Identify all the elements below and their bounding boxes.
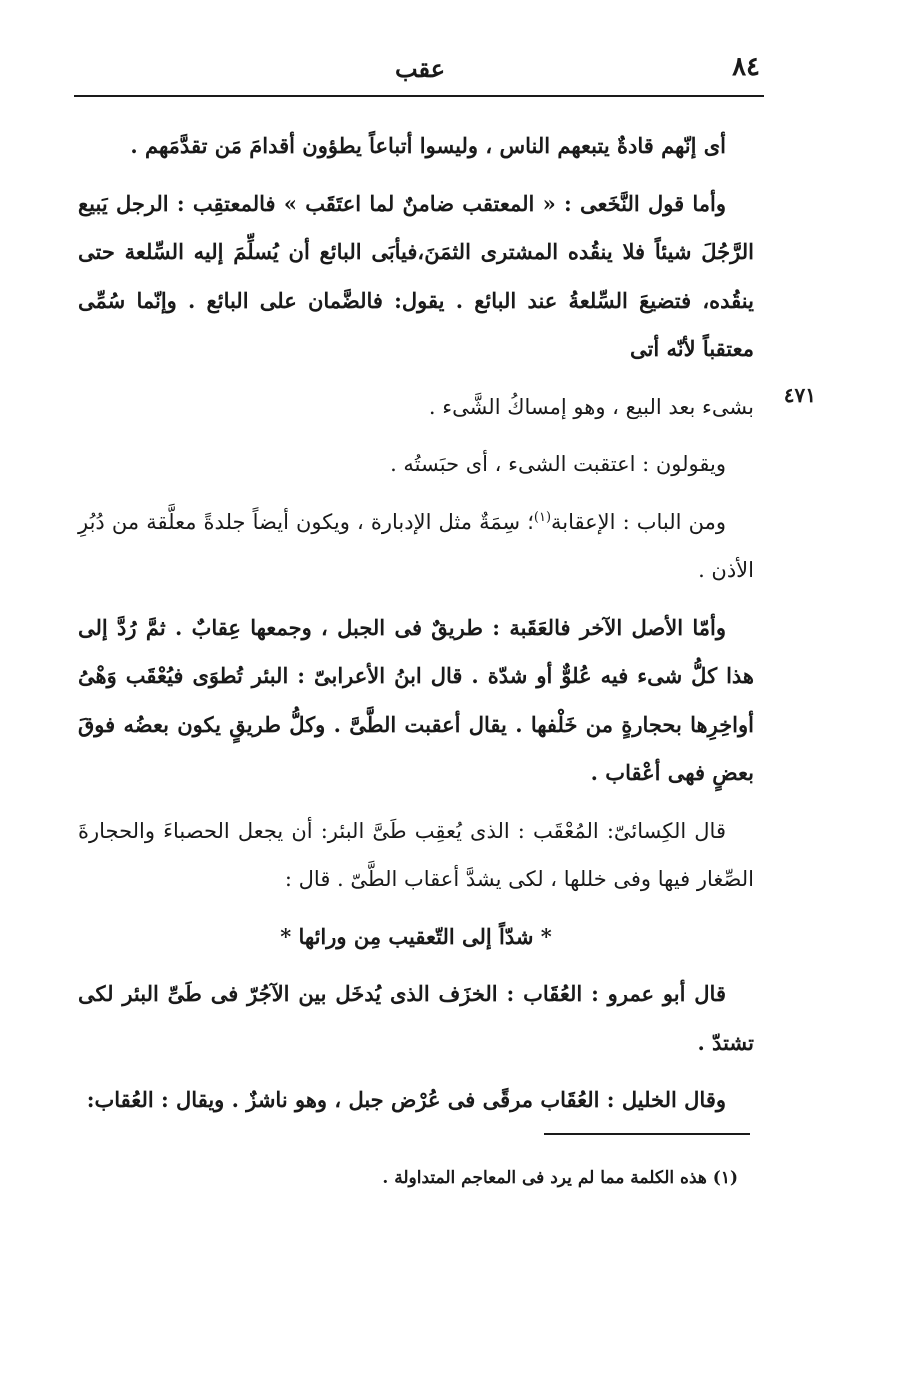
paragraph-8: قال أبو عمرو : العُقَاب : الخزَف الذى يُدخَل بين الآجُرّ فى طَىِّ البئر لكى تشتدّ . [78,981,754,1055]
paragraph-7: قال الكِسائىّ: المُعْقَب : الذى يُعقِب طَىَّ البئر: أن يجعل الحصباءَ والحجارةَ الصِّغار فيها وفى خللها ، لكى يشدَّ أعقاب الطَّىّ . قال : [78,818,754,891]
footnote-rule [544,1133,750,1135]
paragraph-4: ويقولون : اعتقبت الشىء ، أى حبَستُه . [390,452,726,476]
page-header [80,52,760,92]
paragraph-2: وأما قول النَّخَعى : « المعتقب ضامنٌ لما اعتَقَب » فالمعتقِب : الرجل يَبيع الرَّجُلَ شيئاً فلا ينقُده المشترى الثمَنَ،فيأبَى البائع أن يُسلِّمَ إليه السِّلعة حتى ينقُده، فتضيعَ السِّلعةُ عند البائع . يقول: فالضَّمان على البائع . وإنّما سُمِّى معتقباً لأنّه أتى [78,190,754,361]
paragraph-5-start: ومن الباب : الإعقابة [551,509,726,534]
running-head: عقب [394,54,446,83]
page-body [78,122,816,1134]
footnote: (١) هذه الكلمة مما لم يرد فى المعاجم المتداولة . [382,1168,738,1188]
paragraph-9: وقال الخليل : العُقَاب مرقًى فى عُرْض جبل ، وهو ناشزٌ . ويقال : العُقاب: [86,1087,726,1112]
paragraph-5-rest: ؛ سِمَةٌ مثل الإدبارة ، ويكون أيضاً جلدةً معلَّقة من دُبُرِ الأذن . [78,509,754,582]
paragraph-5 [78,498,754,595]
verse-line: * شدّاً إلى التّعقيب مِن ورائها * [280,923,552,949]
footnote-reference: (١) [533,509,552,525]
paragraph-3: بشىء بعد البيع ، وهو إمساكُ الشَّىء . [428,394,754,419]
page-number: ٨٤ [732,52,760,82]
header-rule [74,95,764,97]
paragraph-1: أى إنّهم قادةٌ يتبعهم الناس ، وليسوا أتباعاً يطؤون أقدامَ مَن تقدَّمَهم . [130,133,726,158]
margin-marker-line [78,382,816,432]
margin-number: ٤٧١ [783,382,816,407]
paragraph-6: وأمّا الأصل الآخر فالعَقَبة : طريقٌ فى الجبل ، وجمعها عِقابٌ . ثمَّ رُدَّ إلى هذا كلُّ شىء فيه عُلوٌّ أو شدّة . قال ابنُ الأعرابىّ : البئر تُطوَى فيُعْقَب وَهْىُ أواخِرِها بحجارةٍ من خَلْفها . يقال أعقبت الطَّىَّ . وكلُّ طريقٍ يكون بعضُه فوقَ بعضٍ فهى أعْقاب . [78,614,754,785]
